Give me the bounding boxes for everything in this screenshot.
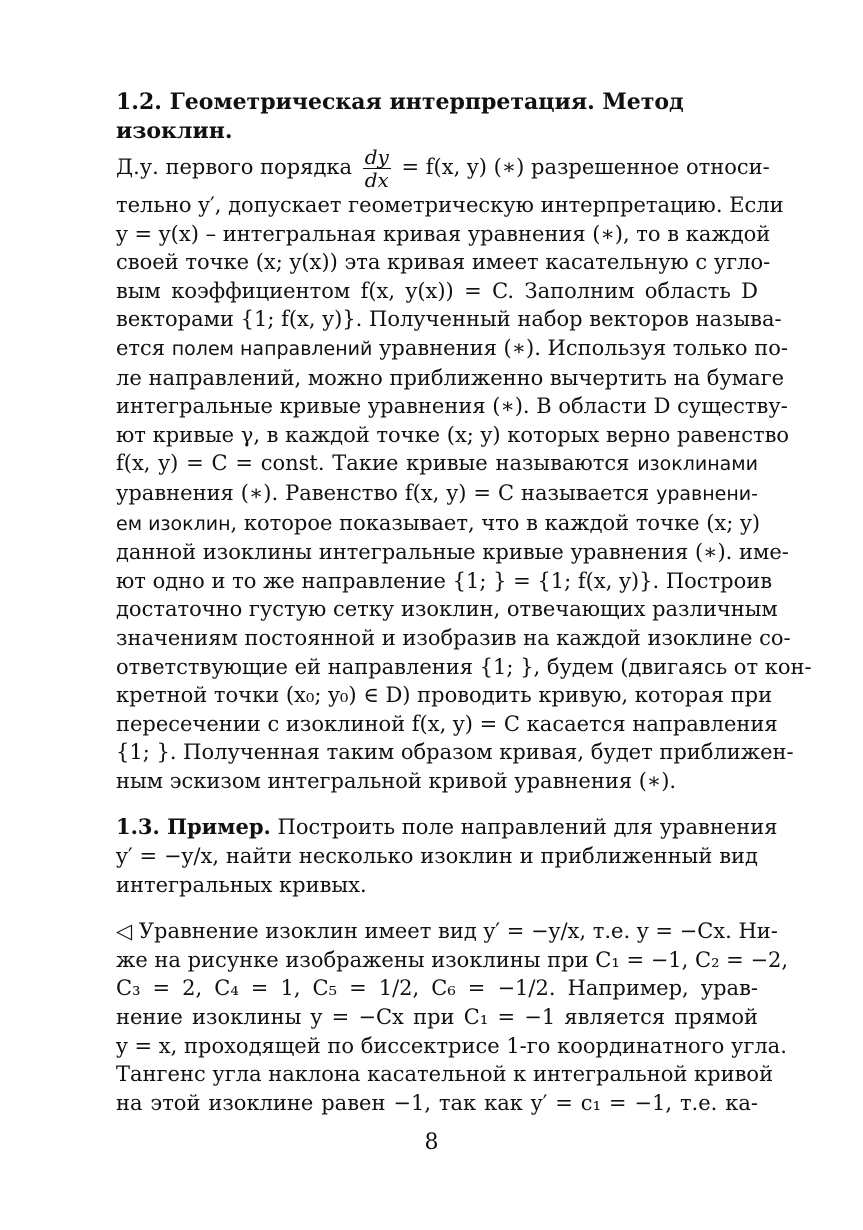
- term-highlight: ем изоклин: [116, 512, 231, 535]
- text-span: уравнения (∗). Используя только по-: [379, 335, 788, 360]
- text-line: значениям постоянной и изобразив на каждой изоклине со-: [116, 625, 791, 650]
- text-line: [116, 145, 770, 192]
- text-line: y = y(x) – интегральная кривая уравнения (∗), то в каждой: [116, 221, 771, 246]
- text-line: ◁ Уравнение изоклин имеет вид y′ = −y/x, т.е. y = −Cx. Ни-: [116, 919, 778, 944]
- section-heading: 1.2. Геометрическая интерпретация. Метод изоклин.: [116, 89, 684, 144]
- text-line: интегральные кривые уравнения (∗). В области D существу-: [116, 394, 788, 419]
- text-line: {1; }. Полученная таким образом кривая, будет приближен-: [116, 740, 794, 765]
- page-content: [116, 88, 812, 1117]
- text-line: вым коэффициентом f(x, y(x)) = C. Заполним область D: [116, 278, 758, 303]
- text-line: C₃ = 2, C₄ = 1, C₅ = 1/2, C₆ = −1/2. Например, урав-: [116, 976, 758, 1001]
- spacer: [116, 899, 758, 917]
- text-line: интегральных кривых.: [116, 872, 367, 897]
- text-span: f(x, y) = C = const. Такие кривые называются: [116, 451, 630, 476]
- term-highlight: полем направлений: [171, 337, 373, 360]
- text-line: ответствующие ей направления {1; }, будем (двигаясь от кон-: [116, 654, 812, 679]
- text-line: на этой изоклине равен −1, так как y′ = c₁ = −1, т.е. ка-: [116, 1090, 758, 1115]
- text-span: Построить поле направлений для уравнения: [277, 815, 778, 840]
- fraction: [363, 146, 391, 191]
- text-line: нение изоклины y = −Cx при C₁ = −1 является прямой: [116, 1005, 758, 1030]
- text-line: ным эскизом интегральной кривой уравнения (∗).: [116, 768, 677, 793]
- spacer: [116, 795, 758, 813]
- text-line: [116, 813, 778, 842]
- text-line: же на рисунке изображены изоклины при C₁ = −1, C₂ = −2,: [116, 947, 789, 972]
- fraction-denominator: dx: [364, 168, 389, 192]
- text-span: уравнения (∗). Равенство f(x, y) = C называется: [116, 480, 650, 505]
- page-number: 8: [424, 1130, 439, 1155]
- text-line: y = x, проходящей по биссектрисе 1-го координатного угла.: [116, 1033, 787, 1058]
- text-line: [116, 334, 788, 364]
- text-line: ют одно и то же направление {1; } = {1; f(x, y)}. Построив: [116, 568, 773, 593]
- text-line: тельно y′, допускает геометрическую интерпретацию. Если: [116, 193, 784, 217]
- text-line: [116, 509, 761, 539]
- text-line: векторами {1; f(x, y)}. Полученный набор векторов называ-: [116, 307, 782, 332]
- text-line: пересечении с изоклиной f(x, y) = C касается направления: [116, 711, 778, 736]
- example-label: 1.3. Пример.: [116, 814, 271, 840]
- text-line: достаточно густую сетку изоклин, отвечающих различным: [116, 597, 778, 622]
- text-span: Д.у. первого порядка: [116, 155, 353, 179]
- text-line: ле направлений, можно приближенно вычертить на бумаге: [116, 365, 785, 390]
- text-span: ется: [116, 335, 166, 360]
- text-span: = f(x, y) (∗) разрешенное относи-: [401, 155, 770, 179]
- text-line: y′ = −y/x, найти несколько изоклин и приближенный вид: [116, 844, 758, 869]
- text-line: кретной точки (x₀; y₀) ∈ D) проводить кривую, которая при: [116, 683, 773, 708]
- text-line: Тангенс угла наклона касательной к интегральной кривой: [116, 1062, 774, 1087]
- text-line: своей точке (x; y(x)) эта кривая имеет касательную с угло-: [116, 250, 771, 275]
- term-highlight: изоклинами: [637, 453, 758, 476]
- text-line: [116, 449, 758, 479]
- text-line: [116, 479, 758, 509]
- term-highlight: уравнени-: [656, 482, 758, 505]
- text-line: ют кривые γ, в каждой точке (x; y) которых верно равенство: [116, 422, 790, 447]
- text-span: , которое показывает, что в каждой точке (x; y): [230, 510, 761, 535]
- text-line: данной изоклины интегральные кривые уравнения (∗). име-: [116, 540, 789, 565]
- fraction-numerator: dy: [364, 145, 389, 169]
